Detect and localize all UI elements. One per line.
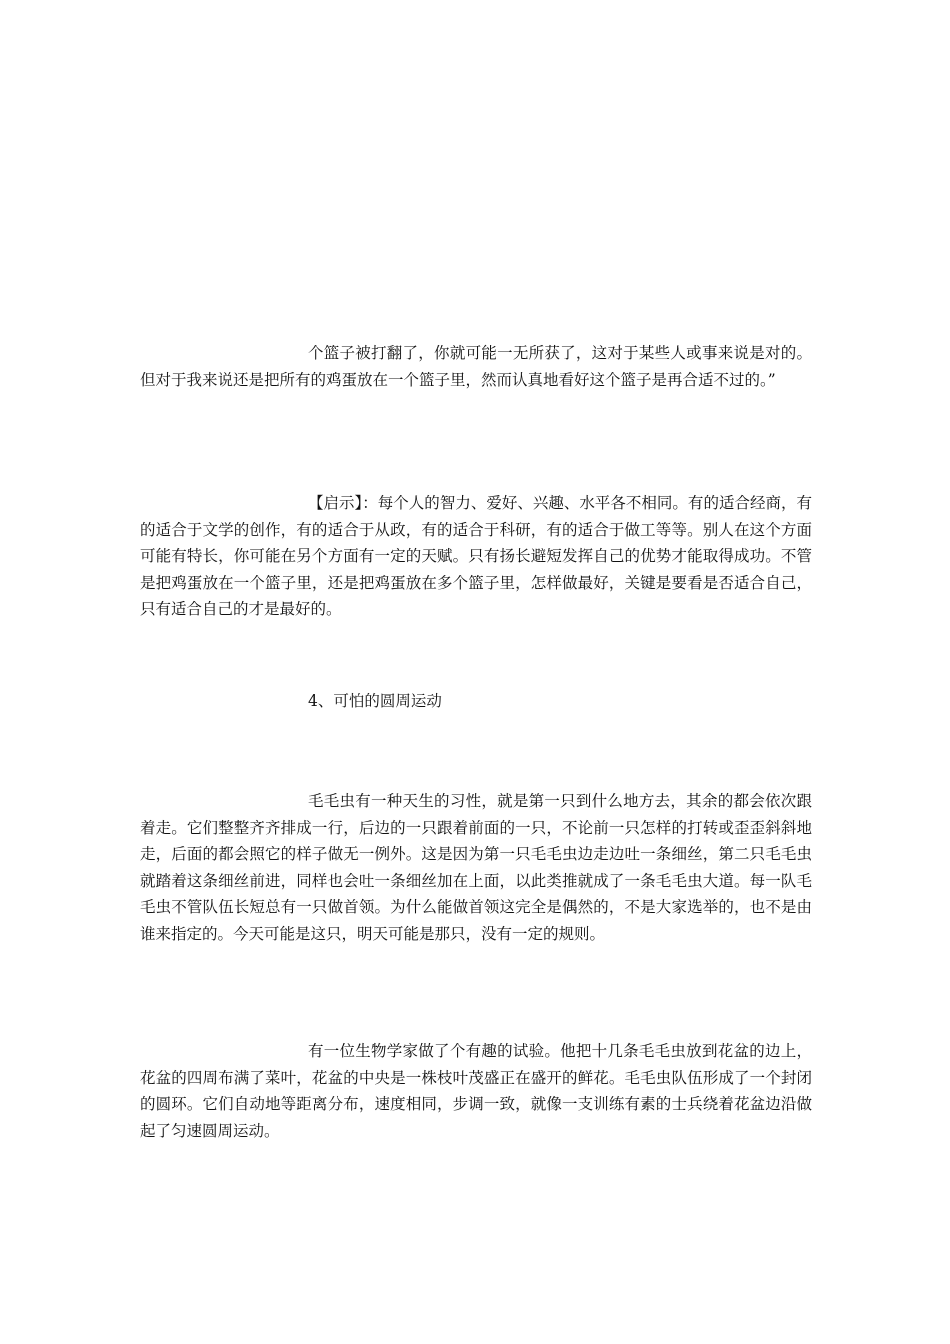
paragraph-insight: 【启示】：每个人的智力、爱好、兴趣、水平各不相同。有的适合经商，有的适合于文学的创作，有的适合于从政，有的适合于科研，有的适合于做工等等。别人在这个方面可能有特长，你可能在另个方面有一定的天赋。只有扬长避短发挥自己的优势才能取得成功。不管是把鸡蛋放在一个篮子里，还是把鸡蛋放在多个篮子里，怎样做最好，关键是要看是否适合自己，只有适合自己的才是最好的。 <box>140 494 812 618</box>
section-heading: 4、可怕的圆周运动 <box>308 692 442 710</box>
paragraph-experiment: 有一位生物学家做了个有趣的试验。他把十几条毛毛虫放到花盆的边上，花盆的四周布满了菜叶，花盆的中央是一株枝叶茂盛正在盛开的鲜花。毛毛虫队伍形成了一个封闭的圆环。它们自动地等距离分布，速度相同，步调一致，就像一支训练有素的士兵绕着花盆边沿做起了匀速圆周运动。 <box>140 1042 812 1140</box>
paragraph-basket-end: 个篮子被打翻了，你就可能一无所获了，这对于某些人或事来说是对的。但对于我来说还是把所有的鸡蛋放在一个篮子里，然而认真地看好这个篮子是再合适不过的。” <box>140 344 812 389</box>
paragraph-caterpillar-habit: 毛毛虫有一种天生的习性，就是第一只到什么地方去，其余的都会依次跟着走。它们整整齐齐排成一行，后边的一只跟着前面的一只，不论前一只怎样的打转或歪歪斜斜地走，后面的都会照它的样子做无一例外。这是因为第一只毛毛虫边走边吐一条细丝，第二只毛毛虫就踏着这条细丝前进，同样也会吐一条细丝加在上面，以此类推就成了一条毛毛虫大道。每一队毛毛虫不管队伍长短总有一只做首领。为什么能做首领这完全是偶然的，不是大家选举的，也不是由谁来指定的。今天可能是这只，明天可能是那只，没有一定的规则。 <box>140 792 812 943</box>
